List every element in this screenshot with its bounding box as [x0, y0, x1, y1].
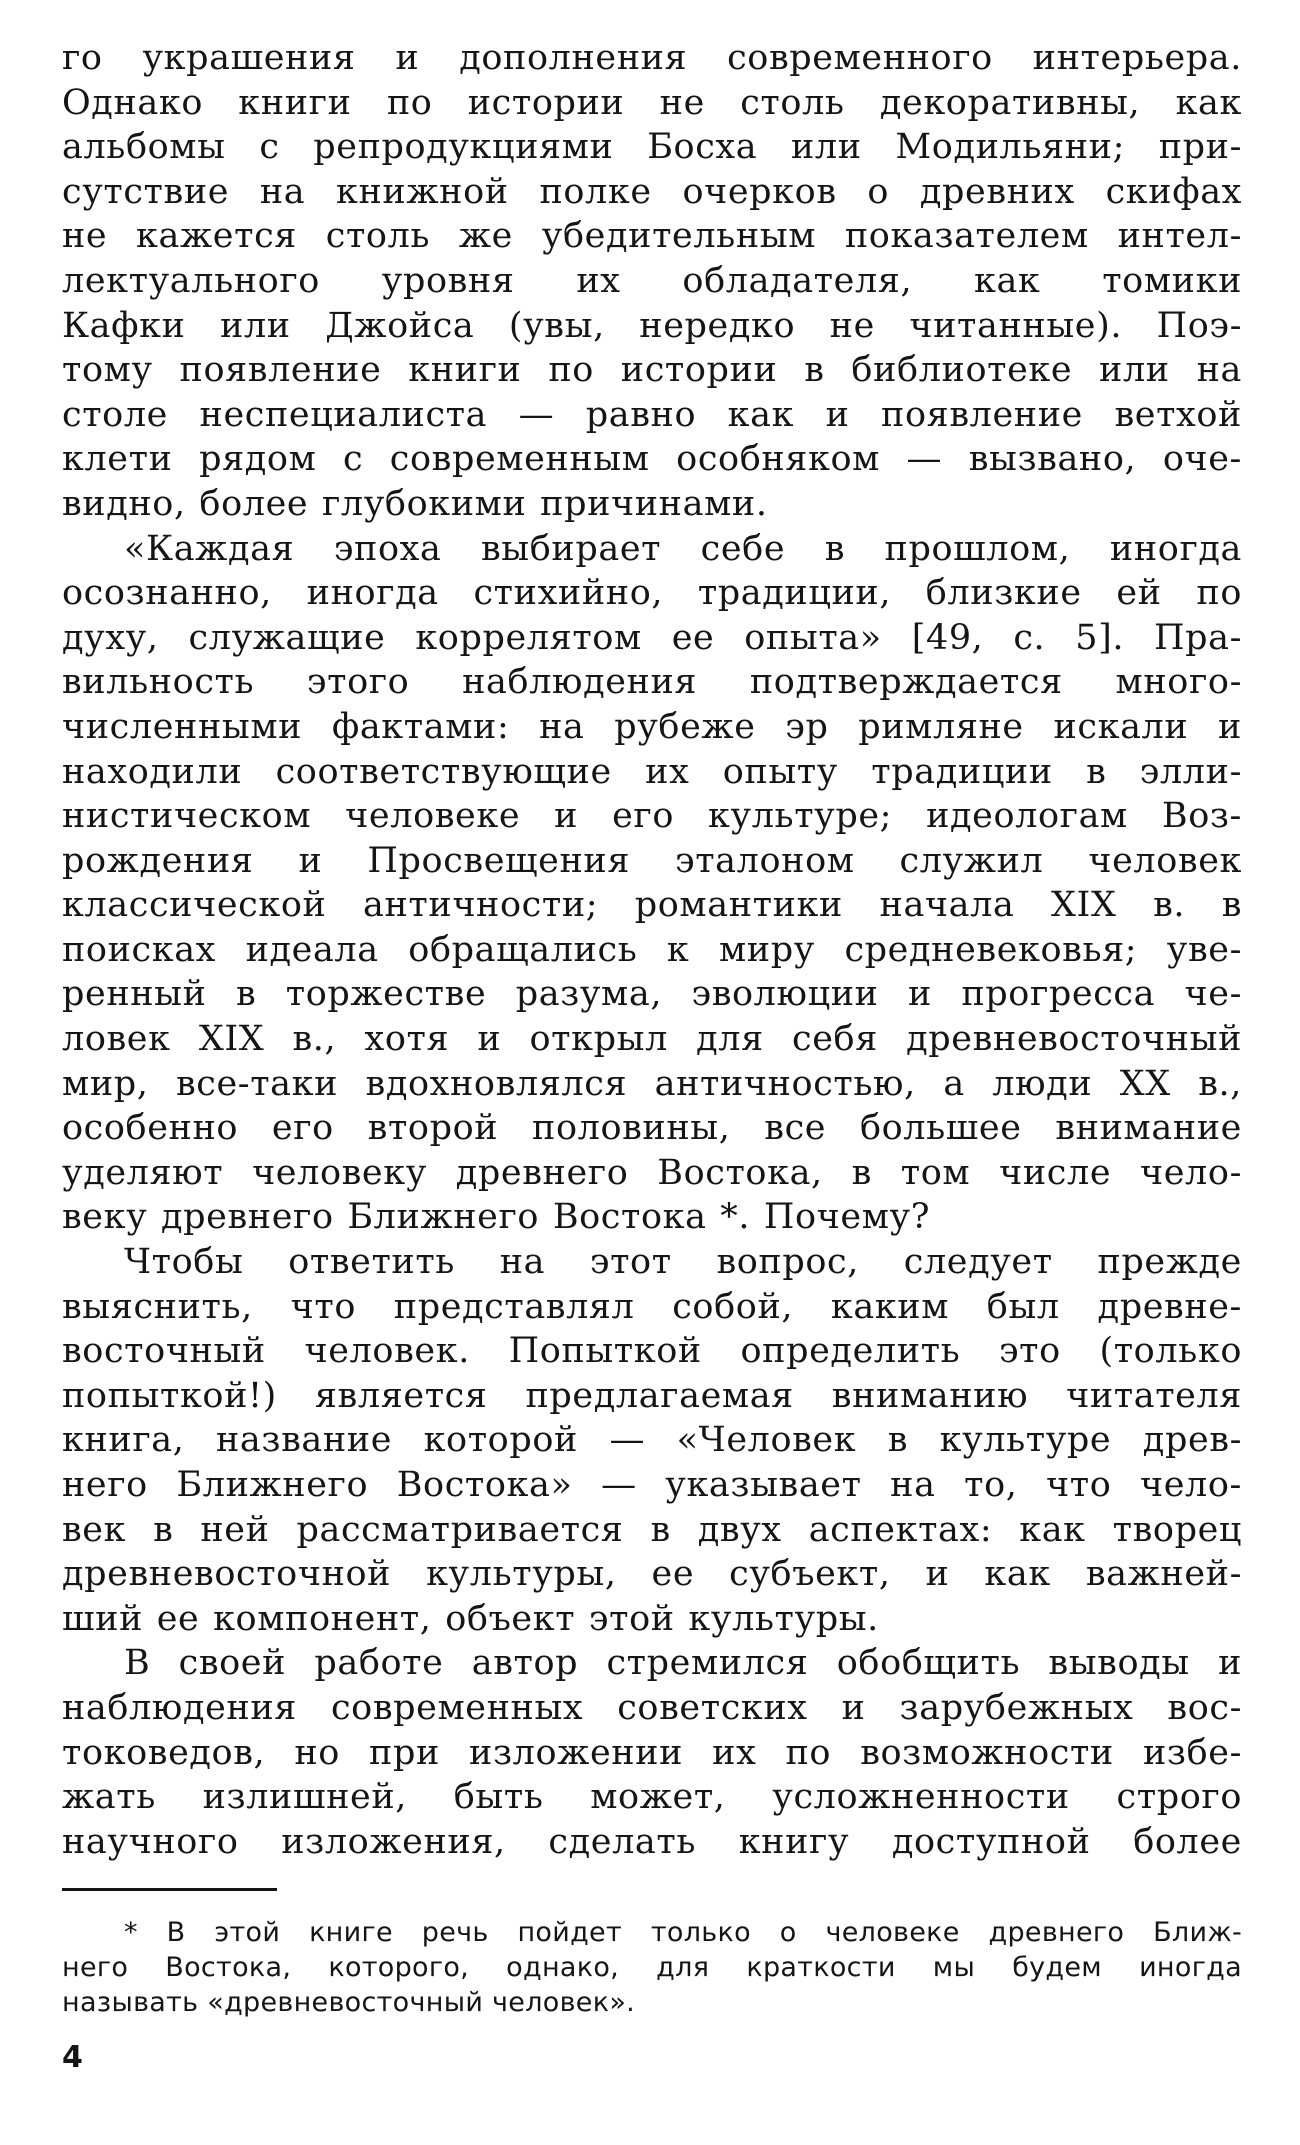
text-line: классической античности; романтики начала XIX в. в	[62, 885, 1242, 926]
text-line: видно, более глубокими причинами.	[62, 483, 768, 524]
text-line: Однако книги по истории не столь декоративны, как	[62, 82, 1242, 123]
text-line: осознанно, иногда стихийно, традиции, близкие ей по	[62, 573, 1242, 614]
paragraph	[62, 527, 1242, 1241]
text-line: восточный человек. Попыткой определить это (только	[62, 1331, 1242, 1372]
footnote-line: него Востока, которого, однако, для краткости мы будем иногда	[62, 1952, 1242, 1983]
footnote-line: называть «древневосточный человек».	[62, 1987, 636, 2018]
paragraph	[62, 1641, 1242, 1864]
text-line: выяснить, что представлял собой, каким был древне-	[62, 1286, 1242, 1327]
footnote	[62, 1915, 1242, 2020]
text-line: попыткой!) является предлагаемая вниманию читателя	[62, 1375, 1242, 1416]
text-line: тому появление книги по истории в библиотеке или на	[62, 350, 1242, 391]
text-line: веку древнего Ближнего Востока *. Почему?	[62, 1197, 931, 1238]
text-line: век в ней рассматривается в двух аспектах: как творец	[62, 1509, 1242, 1550]
main-text	[62, 36, 1242, 1864]
text-line: В своей работе автор стремился обобщить выводы и	[124, 1643, 1242, 1684]
text-line: ловек XIX в., хотя и открыл для себя древневосточный	[62, 1019, 1242, 1060]
text-line: столе неспециалиста — равно как и появление ветхой	[62, 394, 1242, 435]
footnote-line: * В этой книге речь пойдет только о человеке древнего Ближ-	[124, 1917, 1242, 1948]
page-number: 4	[62, 2040, 83, 2075]
text-line: духу, служащие коррелятом ее опыта» [49, с. 5]. Пра-	[62, 617, 1242, 658]
text-line: нистическом человеке и его культуре; идеологам Воз-	[62, 796, 1242, 837]
text-line: альбомы с репродукциями Босха или Модильяни; при-	[62, 127, 1242, 168]
text-line: особенно его второй половины, все большее внимание	[62, 1108, 1242, 1149]
text-line: сутствие на книжной полке очерков о древних скифах	[62, 171, 1242, 212]
text-line: го украшения и дополнения современного интерьера.	[62, 38, 1242, 78]
paragraph	[62, 36, 1242, 527]
text-line: мир, все-таки вдохновлялся античностью, а люди XX в.,	[62, 1063, 1242, 1104]
paragraph	[62, 1240, 1242, 1641]
text-line: Чтобы ответить на этот вопрос, следует прежде	[124, 1242, 1242, 1283]
text-line: поисках идеала обращались к миру средневековья; уве-	[62, 929, 1242, 970]
text-line: клети рядом с современным особняком — вызвано, оче-	[62, 439, 1242, 480]
text-line: численными фактами: на рубеже эр римляне искали и	[62, 706, 1242, 747]
footnote-separator	[62, 1888, 277, 1891]
text-line: древневосточной культуры, ее субъект, и как важней-	[62, 1554, 1242, 1595]
text-line: токоведов, но при изложении их по возможности избе-	[62, 1732, 1242, 1773]
text-line: Кафки или Джойса (увы, нередко не читанные). Поэ-	[62, 305, 1242, 346]
text-line: научного изложения, сделать книгу доступной более	[62, 1821, 1242, 1862]
text-line: ший ее компонент, объект этой культуры.	[62, 1598, 879, 1639]
text-line: наблюдения современных советских и зарубежных вос-	[62, 1687, 1242, 1728]
text-line: вильность этого наблюдения подтверждается много-	[62, 662, 1242, 703]
text-line: жать излишней, быть может, усложненности строго	[62, 1777, 1242, 1818]
text-line: «Каждая эпоха выбирает себе в прошлом, иногда	[124, 528, 1242, 569]
text-line: уделяют человеку древнего Востока, в том числе чело-	[62, 1152, 1242, 1193]
text-line: находили соответствующие их опыту традиции в элли-	[62, 751, 1242, 792]
text-line: книга, название которой — «Человек в культуре древ-	[62, 1420, 1242, 1461]
text-line: лектуального уровня их обладателя, как томики	[62, 260, 1242, 301]
text-line: рождения и Просвещения эталоном служил человек	[62, 840, 1242, 881]
text-line: не кажется столь же убедительным показателем интел-	[62, 216, 1242, 257]
text-line: него Ближнего Востока» — указывает на то, что чело-	[62, 1465, 1242, 1505]
text-line: ренный в торжестве разума, эволюции и прогресса че-	[62, 974, 1242, 1015]
